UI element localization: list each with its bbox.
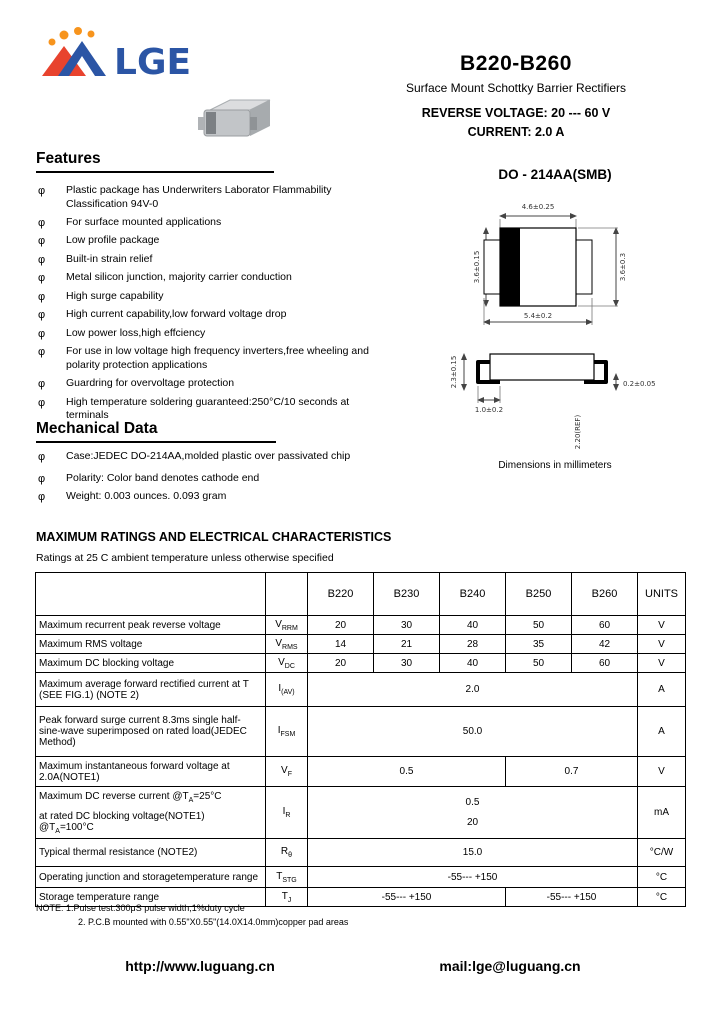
package-name: DO - 214AA(SMB) — [498, 167, 612, 182]
param-cell: Storage temperature range — [36, 888, 266, 907]
symbol-cell: $T_{STG}$ — [266, 867, 308, 888]
feature-text: Guardring for overvoltage protection — [66, 377, 235, 390]
feature-text: For surface mounted applications — [66, 215, 222, 228]
dim-overall-height: 3.6±0.3 — [619, 252, 627, 282]
mechanical-item — [38, 450, 374, 465]
mechanical-list — [38, 450, 374, 509]
feature-item — [38, 184, 374, 212]
value-cell: 40 — [440, 616, 506, 635]
bullet-icon: φ — [38, 346, 46, 359]
table-row — [36, 787, 686, 839]
bullet-icon: φ — [38, 327, 46, 340]
column-header: UNITS — [638, 573, 686, 616]
symbol-cell: $V_{RMS}$ — [266, 635, 308, 654]
table-row — [36, 635, 686, 654]
symbol-cell: $I_{FSM}$ — [266, 707, 308, 757]
value-cell: 30 — [374, 654, 440, 673]
value-cell: 21 — [374, 635, 440, 654]
value-cell: 60 — [572, 616, 638, 635]
bullet-icon: φ — [38, 451, 46, 463]
feature-item — [38, 290, 374, 305]
value-cell: 50 — [506, 654, 572, 673]
bullet-icon: φ — [38, 309, 46, 322]
note-line: 2. P.C.B mounted with 0.55"X0.55"(14.0X14.0mm)copper pad areas — [78, 916, 349, 927]
value-cell: 35 — [506, 635, 572, 654]
feature-item — [38, 308, 374, 323]
feature-item — [38, 234, 374, 249]
bullet-icon: φ — [38, 185, 46, 197]
value-cell: 2.0 — [308, 673, 638, 707]
ratings-subheading: Ratings at 25 C ambient temperature unless otherwise specified — [36, 552, 334, 564]
dim-overall-width: 5.4±0.2 — [523, 312, 553, 320]
lge-logo-icon — [34, 24, 204, 82]
value-cell: -55--- +150 — [308, 867, 638, 888]
package-photo — [196, 96, 274, 153]
note-line: NOTE: 1.Pulse test:300μS pulse width,1%duty cycle — [36, 903, 245, 913]
header-symbol-cell — [266, 573, 308, 616]
table-row — [36, 707, 686, 757]
symbol-cell: $V_F$ — [266, 757, 308, 787]
table-row — [36, 757, 686, 787]
bullet-icon: φ — [38, 235, 46, 248]
symbol-cell: $V_{DC}$ — [266, 654, 308, 673]
package-outline-icon — [420, 194, 690, 456]
value-cell: 0.5 20 — [308, 787, 638, 839]
value-cell: -55--- +150 — [506, 888, 638, 907]
title-block — [340, 52, 692, 139]
value-cell: -55--- +150 — [308, 888, 506, 907]
dim-foot-length: 1.0±0.2 — [474, 406, 504, 414]
table-row — [36, 673, 686, 707]
feature-text: High current capability,low forward voltage drop — [66, 308, 287, 321]
bullet-icon: φ — [38, 216, 46, 229]
table-row — [36, 616, 686, 635]
unit-cell: V — [638, 635, 686, 654]
value-cell: 20 — [308, 654, 374, 673]
value-cell: 14 — [308, 635, 374, 654]
feature-text: Low power loss,high effciency — [66, 326, 206, 339]
dim-body-height: 3.6±0.15 — [473, 250, 481, 284]
symbol-cell: $R_\theta$ — [266, 839, 308, 867]
column-header: B240 — [440, 573, 506, 616]
table-header-row — [36, 573, 686, 616]
value-cell: 42 — [572, 635, 638, 654]
unit-cell: V — [638, 616, 686, 635]
feature-text: Built-in strain relief — [66, 252, 153, 265]
feature-text: Metal silicon junction, majority carrier conduction — [66, 271, 292, 284]
mechanical-heading: Mechanical Data — [36, 420, 276, 443]
value-cell: 28 — [440, 635, 506, 654]
value-cell: 0.7 — [506, 757, 638, 787]
features-heading: Features — [36, 150, 274, 173]
dimensions-note: Dimensions in millimeters — [498, 460, 612, 471]
column-header: B220 — [308, 573, 374, 616]
ratings-table-wrap — [35, 572, 686, 907]
symbol-cell: $V_{RRM}$ — [266, 616, 308, 635]
column-header: B250 — [506, 573, 572, 616]
dim-side-height: 2.3±0.15 — [450, 355, 458, 389]
param-cell: Maximum instantaneous forward voltage at 2.0A(NOTE1) — [36, 757, 266, 787]
value-cell: 40 — [440, 654, 506, 673]
param-cell: Maximum DC blocking voltage — [36, 654, 266, 673]
reverse-voltage-line: REVERSE VOLTAGE: 20 --- 60 V — [421, 106, 611, 120]
ratings-table — [35, 572, 686, 907]
dim-top-width: 4.6±0.25 — [521, 203, 555, 211]
current-line: CURRENT: 2.0 A — [467, 125, 565, 139]
table-row — [36, 839, 686, 867]
symbol-cell: $I_{(AV)}$ — [266, 673, 308, 707]
table-row — [36, 867, 686, 888]
bullet-icon: φ — [38, 378, 46, 391]
mechanical-item — [38, 490, 374, 505]
column-header: B260 — [572, 573, 638, 616]
unit-cell: A — [638, 707, 686, 757]
feature-item — [38, 216, 374, 231]
param-cell: Typical thermal resistance (NOTE2) — [36, 839, 266, 867]
param-cell: Maximum DC reverse current $@T_A=25^\circ C$ at rated DC blocking voltage(NOTE1) $@T_A=100^\circ C$ — [36, 787, 266, 839]
feature-item — [38, 253, 374, 268]
dim-lead-thickness: 0.2±0.05 — [623, 380, 656, 388]
mechanical-item — [38, 472, 374, 487]
smb-package-icon — [196, 96, 274, 148]
features-list — [38, 184, 374, 427]
unit-cell: °C — [638, 867, 686, 888]
bullet-icon: φ — [38, 290, 46, 303]
symbol-cell: $T_J$ — [266, 888, 308, 907]
brand-logo — [34, 24, 204, 87]
page-subtitle: Surface Mount Schottky Barrier Rectifiers — [405, 81, 627, 95]
value-cell: 20 — [308, 616, 374, 635]
bullet-icon: φ — [38, 491, 46, 504]
feature-item — [38, 327, 374, 342]
feature-text: High temperature soldering guaranteed:250°C/10 seconds at terminals — [66, 395, 350, 422]
param-cell: Maximum RMS voltage — [36, 635, 266, 654]
header-param-cell — [36, 573, 266, 616]
page-title: B220-B260 — [460, 52, 572, 75]
unit-cell: A — [638, 673, 686, 707]
feature-item — [38, 377, 374, 392]
value-cell: 50.0 — [308, 707, 638, 757]
value-cell: 0.5 — [308, 757, 506, 787]
value-cell: 60 — [572, 654, 638, 673]
value-cell: 30 — [374, 616, 440, 635]
mechanical-text: Polarity: Color band denotes cathode end — [66, 471, 260, 484]
dim-pad-ref: 2.20(REF) — [574, 414, 582, 450]
bullet-icon: φ — [38, 472, 46, 485]
bullet-icon: φ — [38, 253, 46, 266]
unit-cell: °C/W — [638, 839, 686, 867]
param-cell: Operating junction and storagetemperature range — [36, 867, 266, 888]
param-cell: Maximum recurrent peak reverse voltage — [36, 616, 266, 635]
bullet-icon: φ — [38, 396, 46, 409]
footer-url[interactable]: http://www.luguang.cn — [125, 958, 275, 974]
column-header: B230 — [374, 573, 440, 616]
brand-text: LGE — [114, 42, 192, 82]
feature-text: Low profile package — [66, 234, 160, 247]
feature-item — [38, 345, 374, 373]
table-row — [36, 654, 686, 673]
value-cell: 15.0 — [308, 839, 638, 867]
ratings-heading: MAXIMUM RATINGS AND ELECTRICAL CHARACTERISTICS — [36, 530, 392, 544]
param-cell: Peak forward surge current 8.3ms single half-sine-wave superimposed on rated load(JEDEC Method) — [36, 707, 266, 757]
feature-text: High surge capability — [66, 289, 164, 302]
symbol-cell: $I_R$ — [266, 787, 308, 839]
feature-item — [38, 271, 374, 286]
unit-cell: °C — [638, 888, 686, 907]
unit-cell: V — [638, 654, 686, 673]
feature-text: Plastic package has Underwriters Laborator Flammability Classification 94V-0 — [66, 184, 332, 210]
footer-mail[interactable]: mail:lge@luguang.cn — [439, 958, 581, 974]
mechanical-text: Weight: 0.003 ounces. 0.093 gram — [66, 490, 227, 503]
unit-cell: V — [638, 757, 686, 787]
package-drawing — [420, 194, 690, 461]
notes-block — [36, 902, 676, 930]
unit-cell: mA — [638, 787, 686, 839]
mechanical-text: Case:JEDEC DO-214AA,molded plastic over passivated chip — [66, 450, 351, 462]
param-cell: Maximum average forward rectified current at T (SEE FIG.1) (NOTE 2) — [36, 673, 266, 707]
feature-text: For use in low voltage high frequency inverters,free wheeling and polarity protection applications — [66, 345, 369, 372]
bullet-icon: φ — [38, 272, 46, 285]
value-cell: 50 — [506, 616, 572, 635]
